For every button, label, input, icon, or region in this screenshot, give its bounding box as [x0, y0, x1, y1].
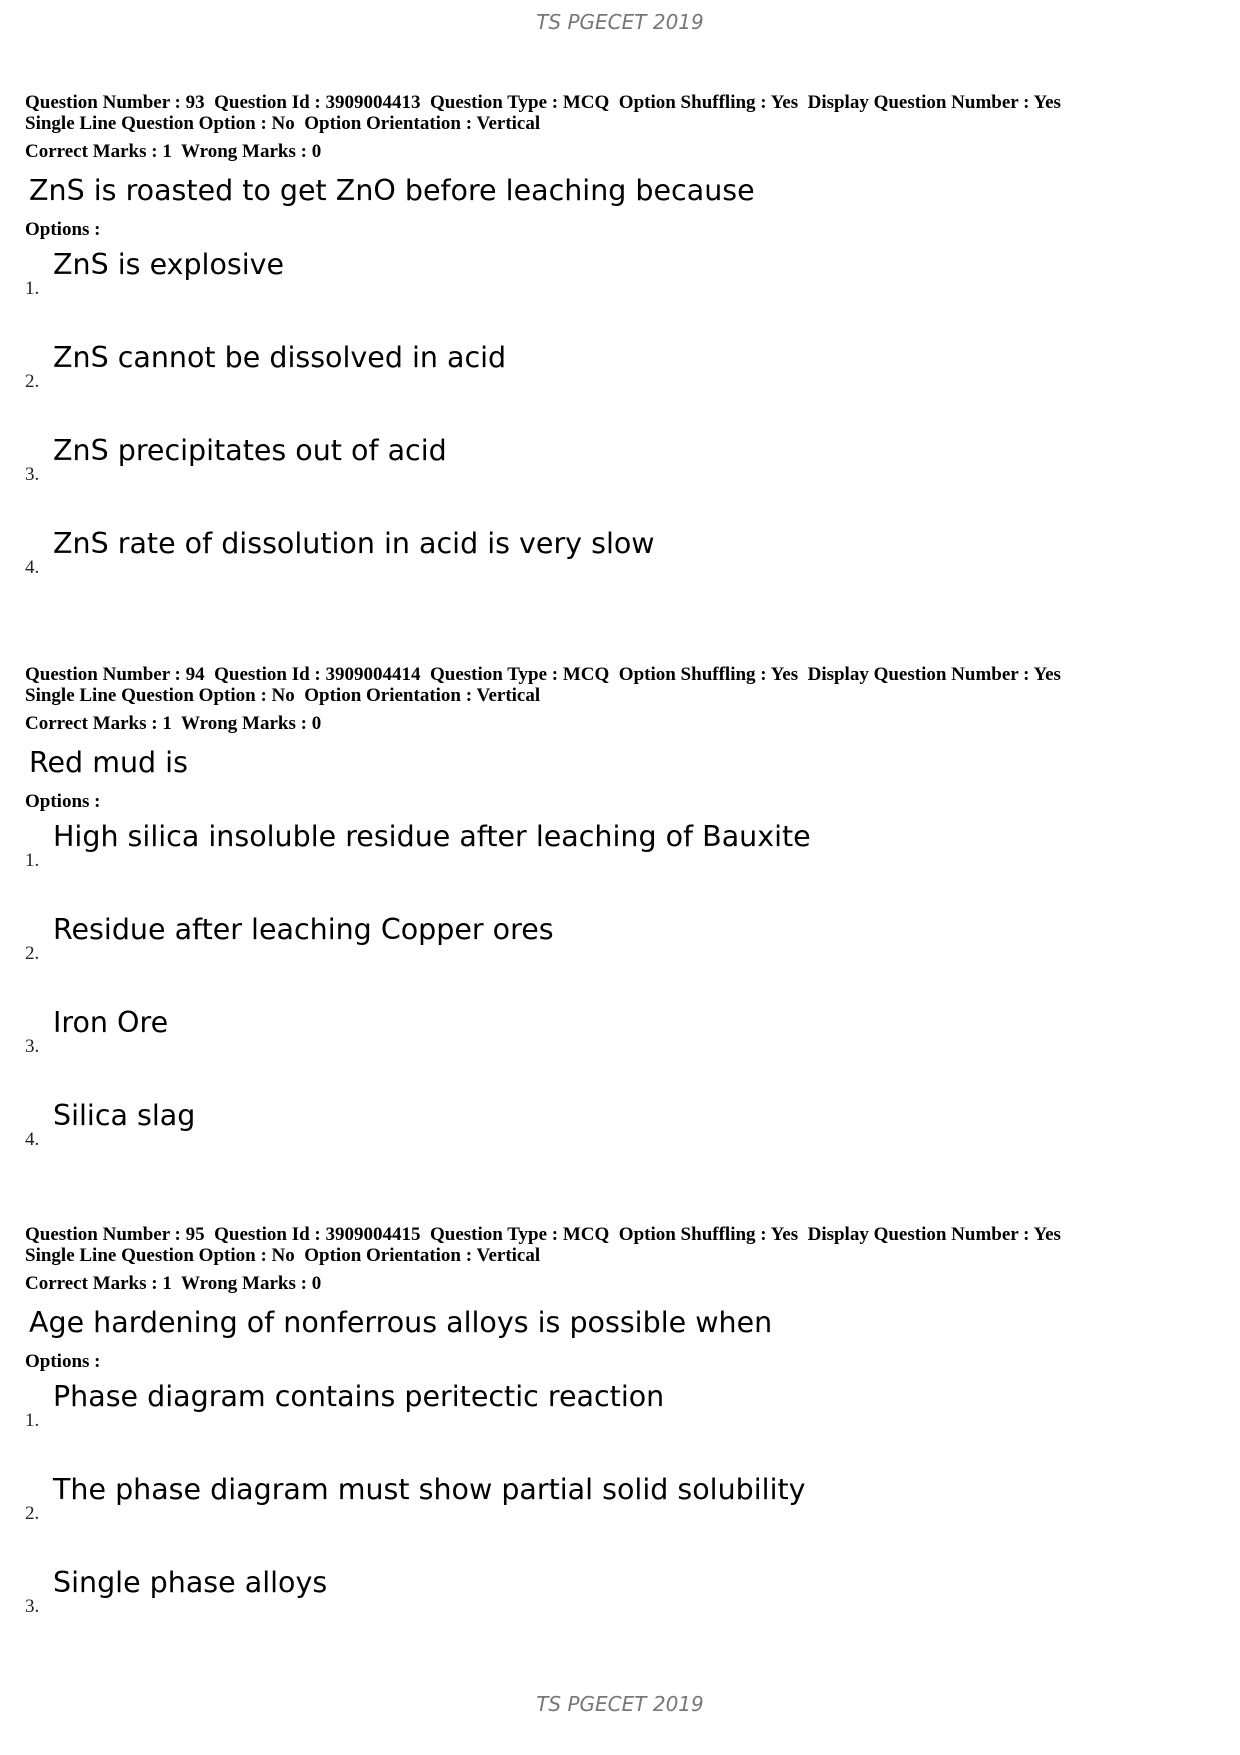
- option-text: The phase diagram must show partial solid solubility: [53, 1473, 806, 1506]
- page-header: TS PGECET 2019: [536, 10, 704, 34]
- option-item: [25, 998, 1215, 1091]
- option-text: Residue after leaching Copper ores: [53, 913, 554, 946]
- question-marks: Correct Marks : 1 Wrong Marks : 0: [25, 713, 322, 734]
- option-number: 2.: [25, 943, 40, 964]
- option-text: ZnS precipitates out of acid: [53, 434, 447, 467]
- option-text: Phase diagram contains peritectic reaction: [53, 1380, 665, 1413]
- option-text: Silica slag: [53, 1099, 196, 1132]
- option-text: ZnS rate of dissolution in acid is very slow: [53, 527, 655, 560]
- question-meta-line1: Question Number : 93 Question Id : 3909004413 Question Type : MCQ Option Shuffling : Yes Display Question Number : Yes: [25, 92, 1061, 113]
- question-stem: ZnS is roasted to get ZnO before leaching because: [29, 174, 755, 207]
- option-number: 3.: [25, 1596, 40, 1617]
- option-item: [25, 240, 1215, 333]
- question-meta-line1: Question Number : 95 Question Id : 3909004415 Question Type : MCQ Option Shuffling : Yes Display Question Number : Yes: [25, 1224, 1061, 1245]
- option-number: 1.: [25, 850, 40, 871]
- option-text: ZnS is explosive: [53, 248, 285, 281]
- option-item: [25, 1558, 1215, 1651]
- option-number: 3.: [25, 1036, 40, 1057]
- question-meta-line1: Question Number : 94 Question Id : 3909004414 Question Type : MCQ Option Shuffling : Yes Display Question Number : Yes: [25, 664, 1061, 685]
- option-number: 1.: [25, 1410, 40, 1431]
- question-block-95: [25, 1224, 1215, 1651]
- option-item: [25, 426, 1215, 519]
- option-item: [25, 1465, 1215, 1558]
- question-marks: Correct Marks : 1 Wrong Marks : 0: [25, 141, 322, 162]
- option-item: [25, 1372, 1215, 1465]
- options-label: Options :: [25, 1351, 101, 1372]
- option-item: [25, 812, 1215, 905]
- option-number: 4.: [25, 1129, 40, 1150]
- option-item: [25, 1091, 1215, 1184]
- question-meta-line2: Single Line Question Option : No Option Orientation : Vertical: [25, 1245, 541, 1266]
- options-label: Options :: [25, 791, 101, 812]
- question-marks: Correct Marks : 1 Wrong Marks : 0: [25, 1273, 322, 1294]
- question-stem: Age hardening of nonferrous alloys is possible when: [29, 1306, 773, 1339]
- option-number: 4.: [25, 557, 40, 578]
- options-label: Options :: [25, 219, 101, 240]
- question-block-94: [25, 664, 1215, 1184]
- option-text: ZnS cannot be dissolved in acid: [53, 341, 507, 374]
- option-number: 3.: [25, 464, 40, 485]
- option-item: [25, 905, 1215, 998]
- option-item: [25, 333, 1215, 426]
- option-text: High silica insoluble residue after leaching of Bauxite: [53, 820, 811, 853]
- option-number: 2.: [25, 371, 40, 392]
- question-meta-line2: Single Line Question Option : No Option Orientation : Vertical: [25, 685, 541, 706]
- question-block-93: [25, 92, 1215, 612]
- question-stem: Red mud is: [29, 746, 188, 779]
- question-meta-line2: Single Line Question Option : No Option Orientation : Vertical: [25, 113, 541, 134]
- option-number: 1.: [25, 278, 40, 299]
- option-text: Single phase alloys: [53, 1566, 328, 1599]
- option-item: [25, 519, 1215, 612]
- page-footer: TS PGECET 2019: [536, 1692, 704, 1716]
- option-text: Iron Ore: [53, 1006, 169, 1039]
- option-number: 2.: [25, 1503, 40, 1524]
